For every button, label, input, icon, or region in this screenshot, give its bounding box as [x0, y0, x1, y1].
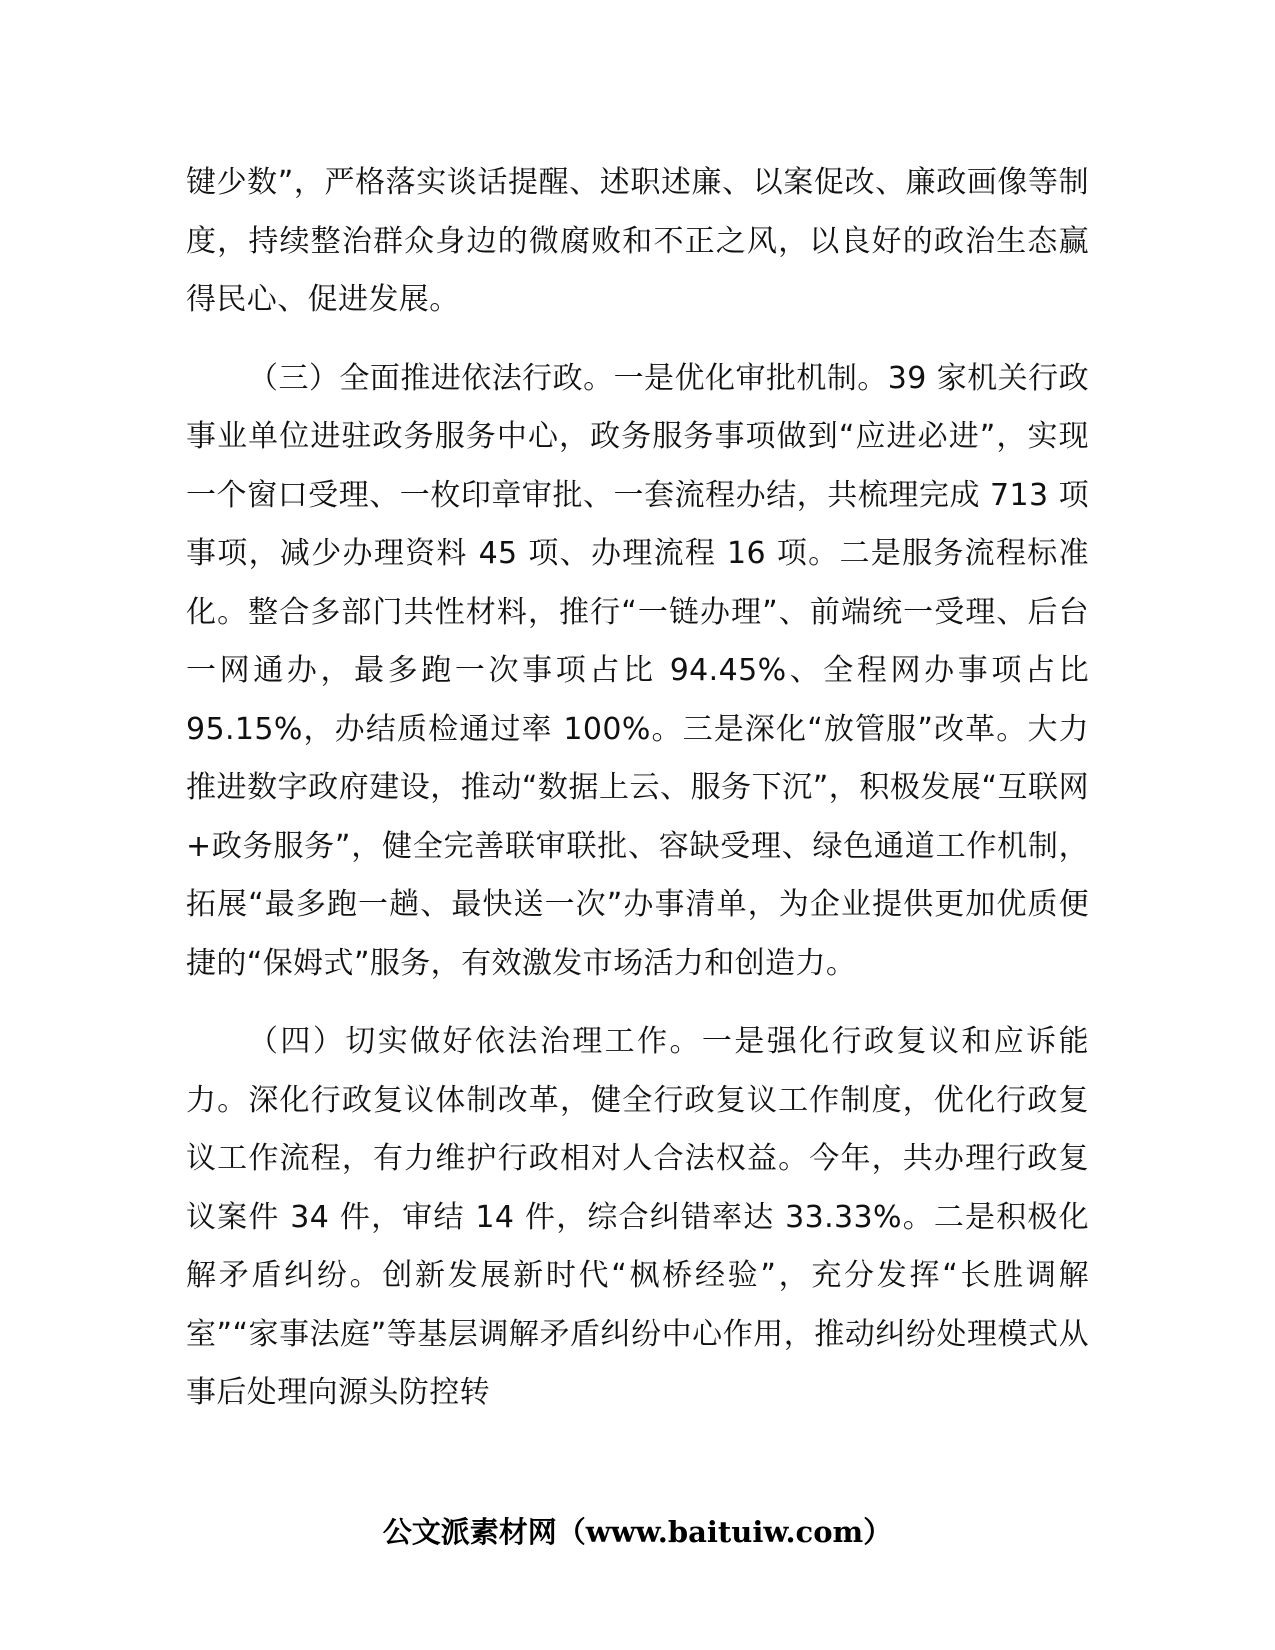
paragraph-continued: 键少数”，严格落实谈话提醒、述职述廉、以案促改、廉政画像等制度，持续整治群众身边的微腐败和不正之风，以良好的政治生态赢得民心、促进发展。: [186, 165, 1089, 317]
paragraph-section-4: （四）切实做好依法治理工作。一是强化行政复议和应诉能力。深化行政复议体制改革，健全行政复议工作制度，优化行政复议工作流程，有力维护行政相对人合法权益。今年，共办理行政复议案件 34 件，审结 14 件，综合纠错率达 33.33%。二是积极化解矛盾纠纷。创新发展新时代“枫桥经验”，充分发挥“长胜调解室”“家事法庭”等基层调解矛盾纠纷中心作用，推动纠纷处理模式从事后处理向源头防控转: [186, 1024, 1089, 1410]
footer-watermark: 公文派素材网（www.baituiw.com）: [382, 1515, 893, 1549]
paragraph-section-3: （三）全面推进依法行政。一是优化审批机制。39 家机关行政事业单位进驻政务服务中心，政务服务事项做到“应进必进”，实现一个窗口受理、一枚印章审批、一套流程办结，共梳理完成 713 项事项，减少办理资料 45 项、办理流程 16 项。二是服务流程标准化。整合多部门共性材料，推行“一链办理”、前端统一受理、后台一网通办，最多跑一次事项占比 94.45%、全程网办事项占比 95.15%，办结质检通过率 100%。三是深化“放管服”改革。大力推进数字政府建设，推动“数据上云、服务下沉”，积极发展“互联网+政务服务”，健全完善联审联批、容缺受理、绿色通道工作机制，拓展“最多跑一趟、最快送一次”办事清单，为企业提供更加优质便捷的“保姆式”服务，有效激发市场活力和创造力。: [186, 360, 1089, 981]
paragraph-gap: [186, 993, 1089, 1013]
document-body: [186, 154, 1089, 1423]
paragraph-gap: [186, 330, 1089, 350]
